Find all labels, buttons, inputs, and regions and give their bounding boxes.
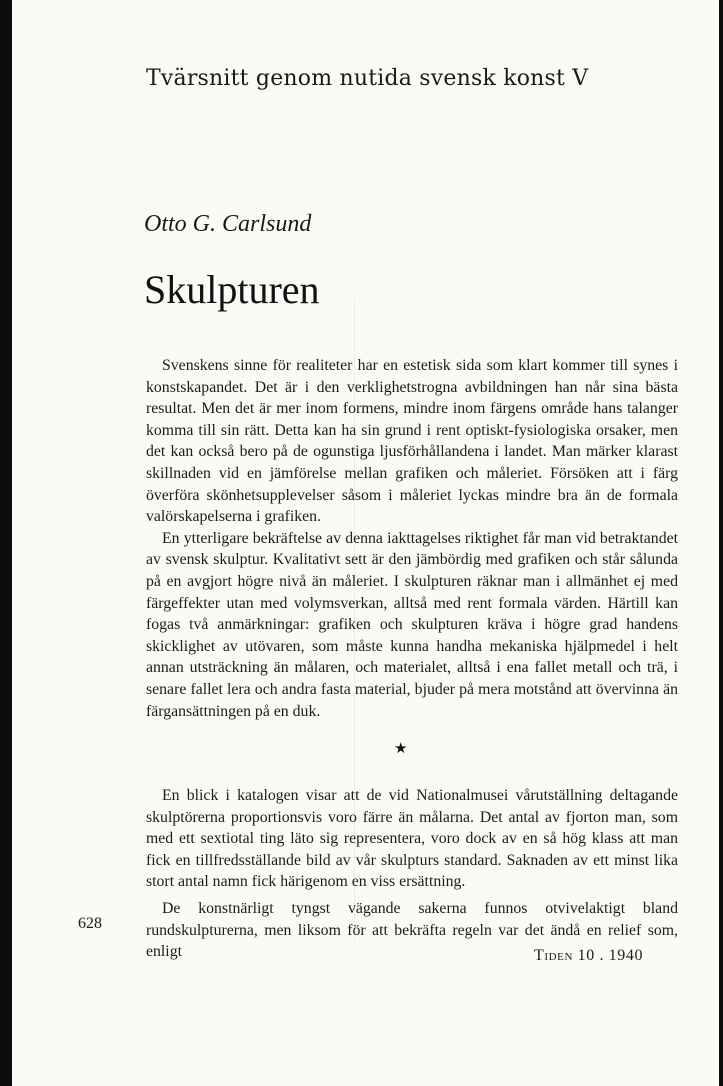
- body-section-2: [146, 785, 678, 963]
- article-title: Skulpturen: [144, 267, 320, 312]
- body-section-1: [146, 355, 678, 722]
- running-title: Tvärsnitt genom nutida svensk konst V: [146, 66, 589, 91]
- journal-issue: Tiden 10 . 1940: [534, 947, 644, 964]
- paragraph: En ytterligare bekräftelse av denna iakttagelses riktighet får man vid betraktandet av svensk skulptur. Kvalitativt sett är den jämbördig med grafiken och står sålunda på en avgjort högre nivå än måleriet. I skulpturen räknar man i allmänhet ej med färgeffekter utan med volymsverkan, alltså med rent formala värden. Härtill kan fogas två anmärkningar: grafiken och skulpturen kräva i högre grad handens skicklighet av utövaren, som måste kunna handha mekaniska hjälpmedel i helt annan utsträckning än målaren, och materialet, alltså i ena fallet metall och trä, i senare fallet lera och andra fasta material, bjuder på mera motstånd att övervinna än färgansättningen på en duk.: [146, 529, 678, 720]
- author-name: Otto G. Carlsund: [144, 211, 312, 237]
- page-number: 628: [78, 915, 102, 932]
- section-separator-star: ★: [394, 739, 408, 757]
- paragraph: En blick i katalogen visar att de vid Nationalmusei vårutställning deltagande skulptörerna proportionsvis voro färre än målarna. Det antal av fjorton man, som med ett sextiotal ting läto sig representera, voro dock av en så hög klass att man fick en tillfredsställande bild av vår skulpturs standard. Saknaden av ett minst lika stort antal namn fick härigenom en viss ersättning.: [146, 787, 678, 891]
- paragraph: De konstnärligt tyngst vägande sakerna funnos otvivelaktigt bland rundskulpturerna, men liksom för att bekräfta regeln var det ändå en relief som, enligt: [146, 899, 678, 961]
- document-page: [12, 0, 719, 1086]
- paragraph: Svenskens sinne för realiteter har en estetisk sida som klart kommer till synes i konstskapandet. Det är i den verklighetstrogna avbildningen han når sina bästa resultat. Men det är mer inom formens, mindre inom färgens område hans talanger komma till sin rätt. Detta kan ha sin grund i rent optiskt-fysiologiska orsaker, men det kan också bero på de ogunstiga ljusförhållandena i landet. Man märker klarast skillnaden vid en jämförelse mellan grafiken och måleriet. Försöken att i färg överföra skönhetsupplevelser såsom i måleriet lyckas mindre bra än de formala valörskapelserna i grafiken.: [146, 357, 678, 526]
